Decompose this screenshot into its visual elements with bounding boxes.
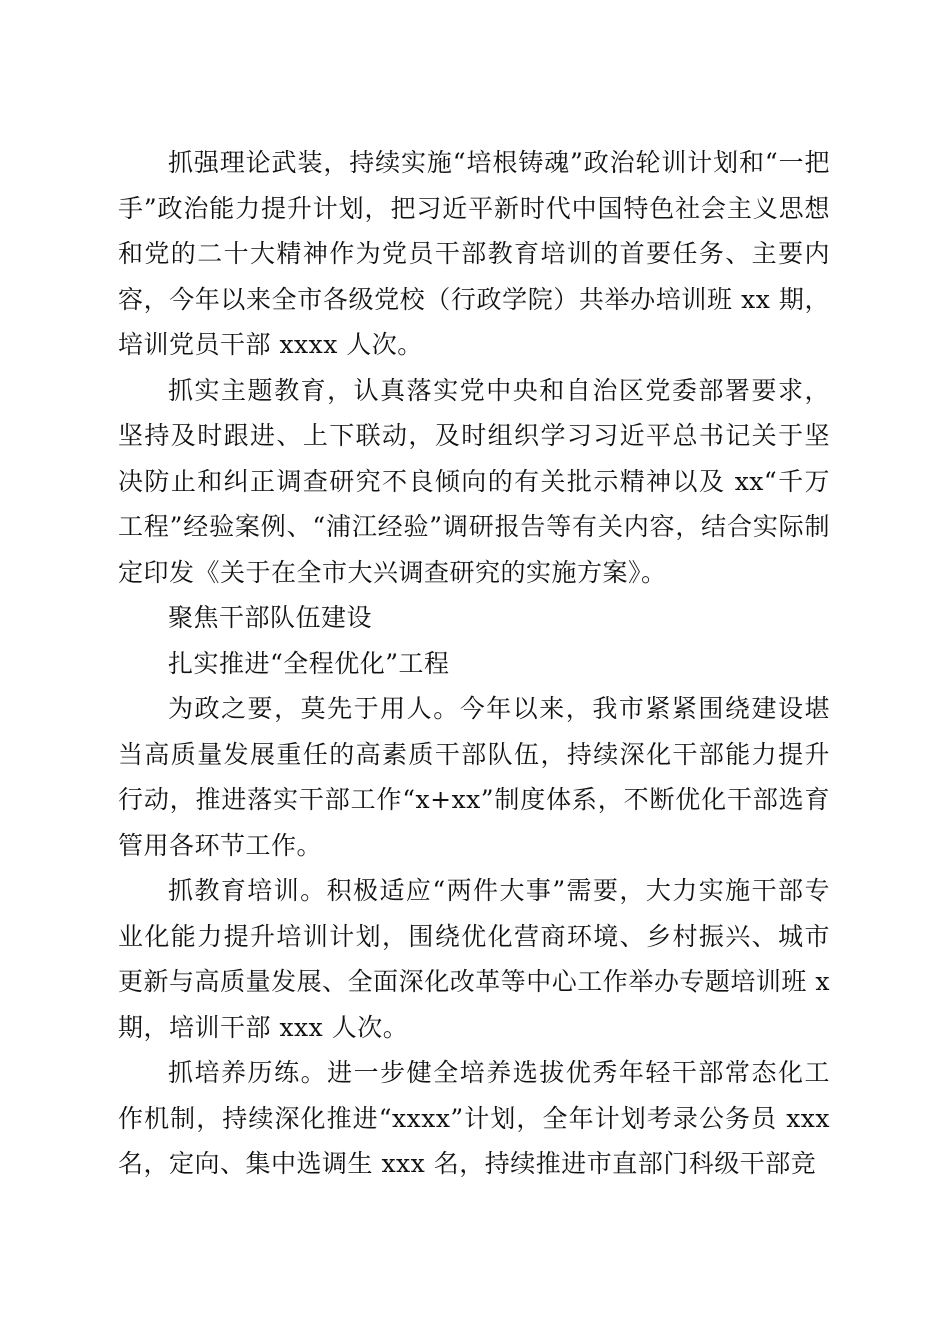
section-heading-cadre-team: 聚焦干部队伍建设 [168,603,373,632]
paragraph-education-training: 抓教育培训。积极适应“两件大事”需要，大力实施干部专业化能力提升培训计划，围绕优化营商环境、乡村振兴、城市更新与高质量发展、全面深化改革等中心工作举办专题培训班 x 期，培训干部 xxx 人次。 [118,876,830,1042]
paragraph-cultivation-training: 抓培养历练。进一步健全培养选拔优秀年轻干部常态化工作机制，持续深化推进“xxxx”计划，全年计划考录公务员 xxx 名，定向、集中选调生 xxx 名，持续推进市直部门科级干部竞 [118,1058,830,1178]
paragraph-governance-intro: 为政之要，莫先于用人。今年以来，我市紧紧围绕建设堪当高质量发展重任的高素质干部队伍，持续深化干部能力提升行动，推进落实干部工作“x+xx”制度体系，不断优化干部选育管用各环节工作。 [118,694,830,860]
paragraph-theory-arming: 抓强理论武装，持续实施“培根铸魂”政治轮训计划和“一把手”政治能力提升计划，把习近平新时代中国特色社会主义思想和党的二十大精神作为党员干部教育培训的首要任务、主要内容，今年以来全市各级党校（行政学院）共举办培训班 xx 期，培训党员干部 xxxx 人次。 [118,148,830,359]
paragraph-theme-education: 抓实主题教育，认真落实党中央和自治区党委部署要求，坚持及时跟进、上下联动，及时组织学习习近平总书记关于坚决防止和纠正调查研究不良倾向的有关批示精神以及 xx“千万工程”经验案例、“浦江经验”调研报告等有关内容，结合实际制定印发《关于在全市大兴调查研究的实施方案》。 [118,375,830,587]
document-body [118,140,830,1187]
subsection-heading-full-optimization: 扎实推进“全程优化”工程 [168,648,450,678]
